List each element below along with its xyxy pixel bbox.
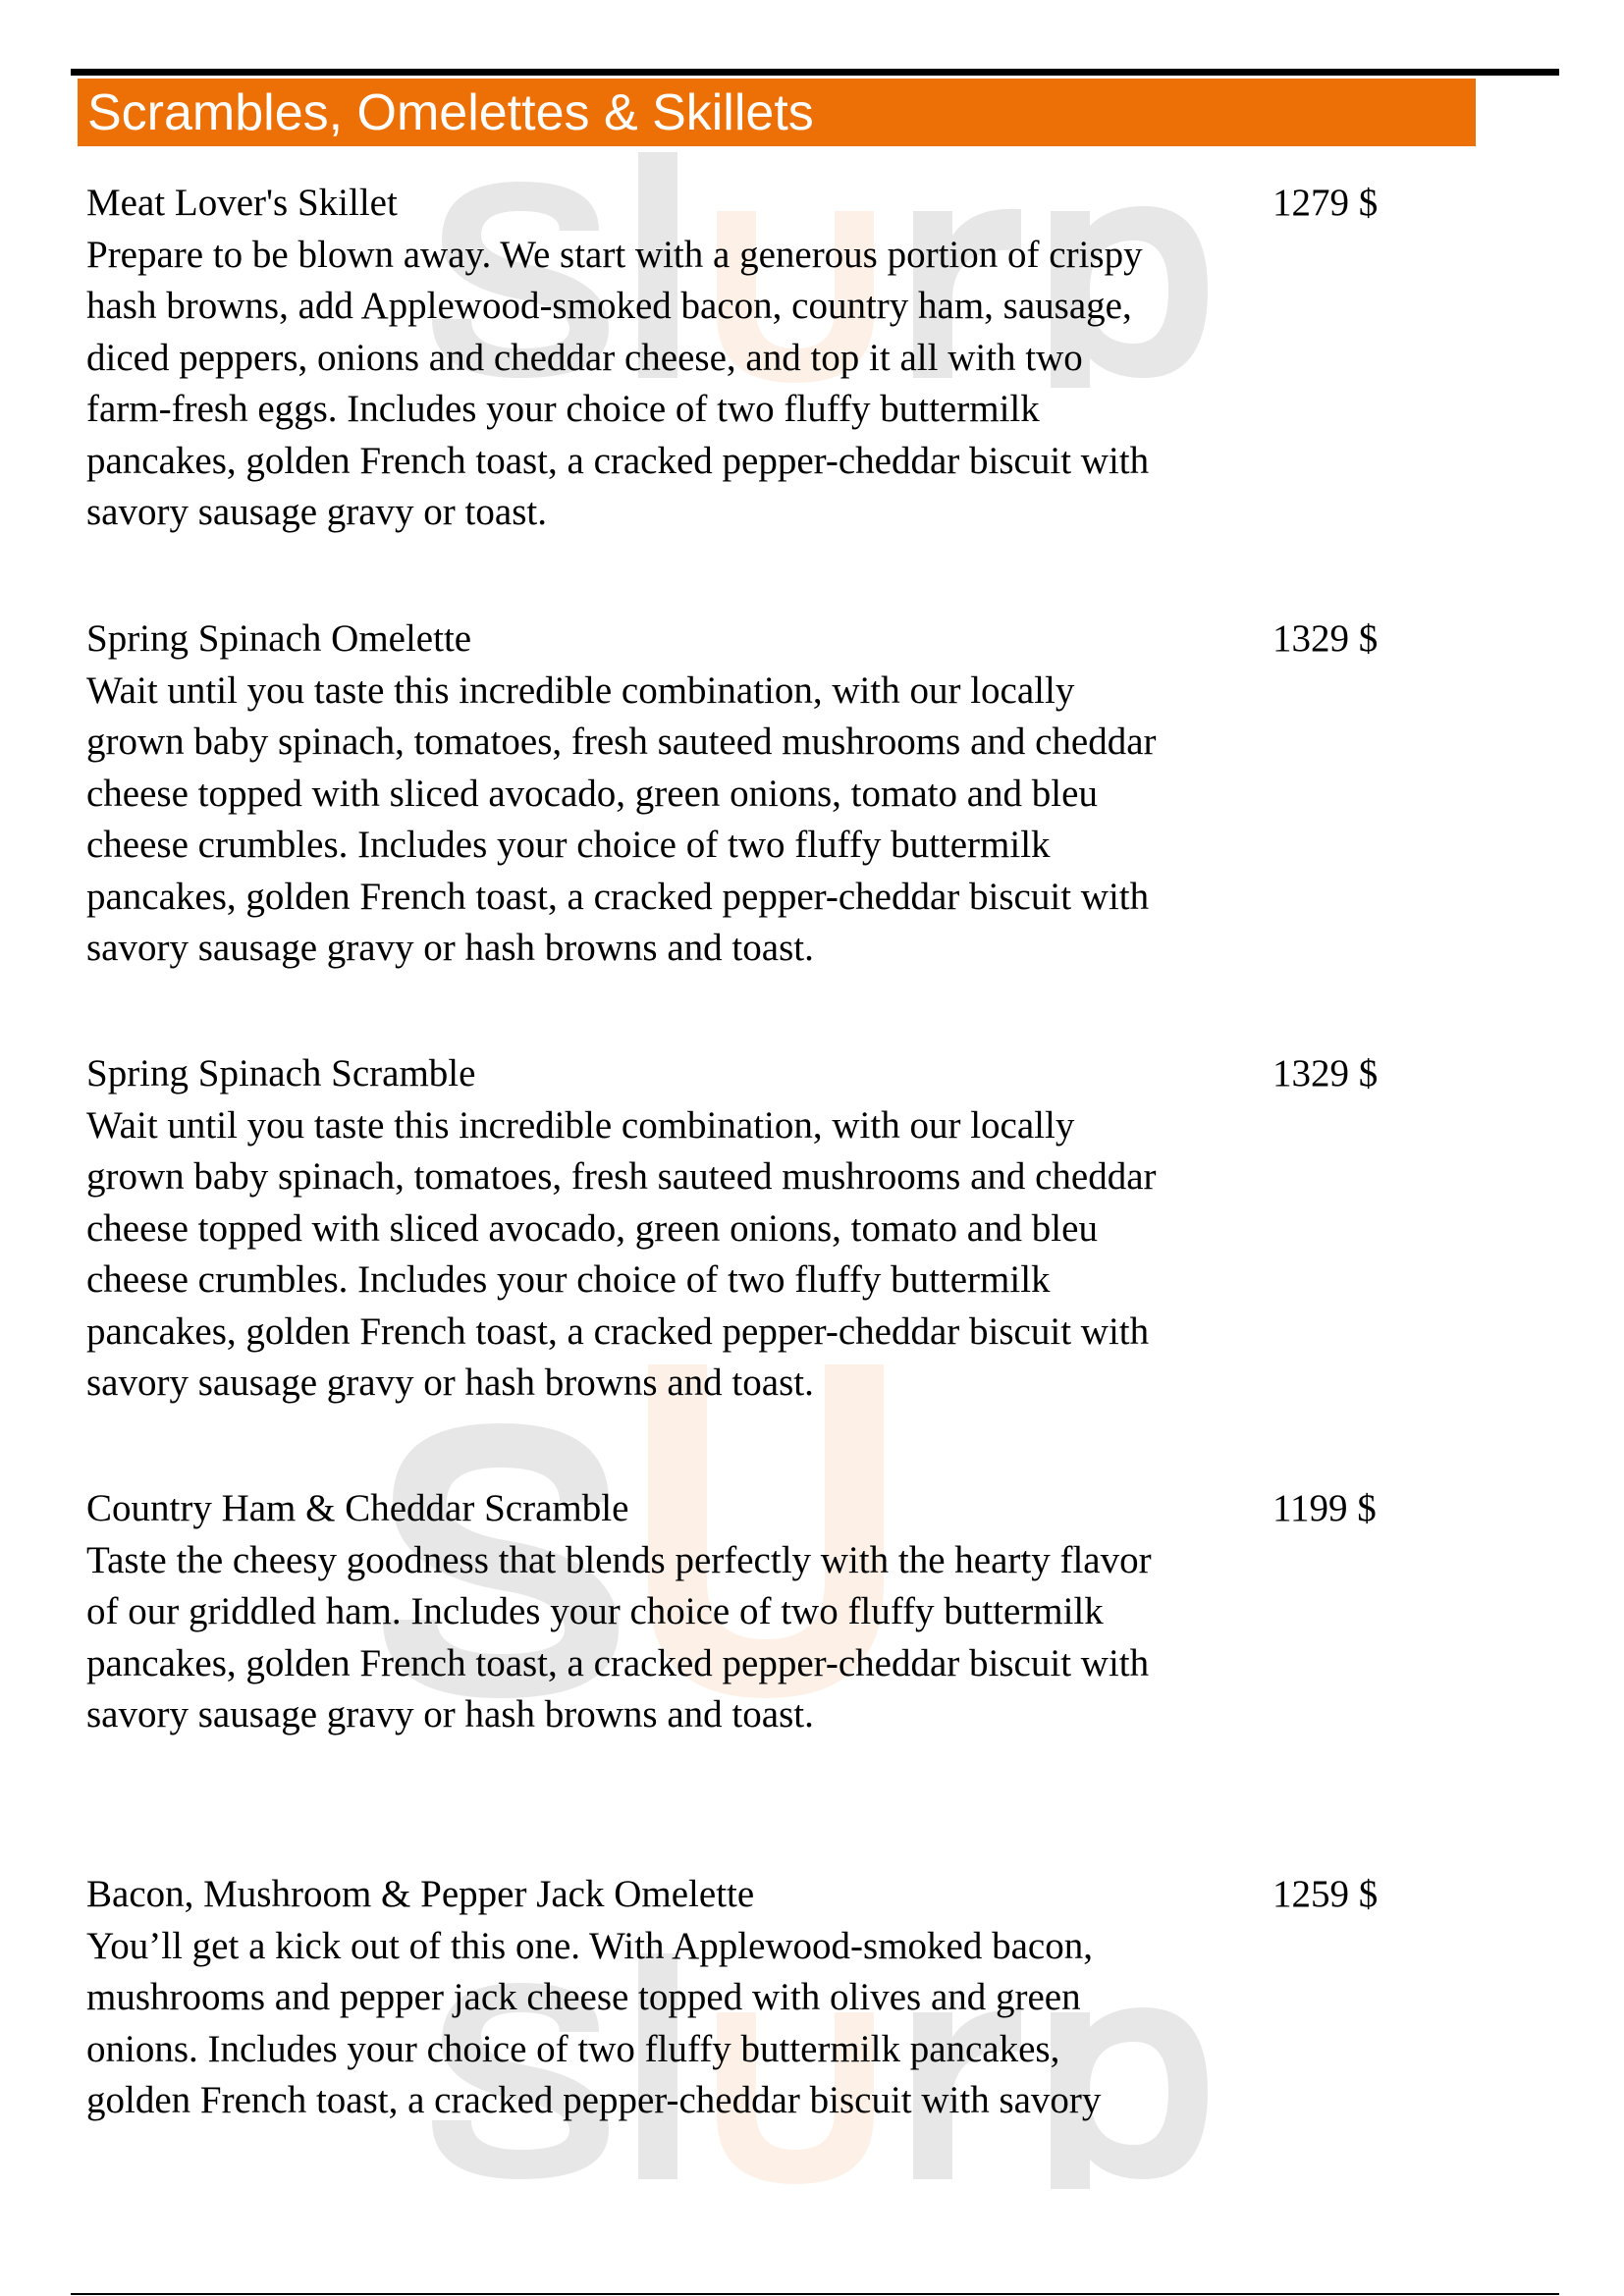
section-header [78,79,1476,146]
item-description [86,230,1149,539]
description-line: mushrooms and pepper jack cheese topped with olives and green [86,1976,1081,2018]
item-name: Bacon, Mushroom & Pepper Jack Omelette [86,1873,755,1915]
description-line: cheese topped with sliced avocado, green onions, tomato and bleu [86,1206,1098,1250]
item-price: 1279 $ [1272,182,1379,224]
description-line: pancakes, golden French toast, a cracked pepper-cheddar biscuit with [86,439,1150,482]
description-line: farm-fresh eggs. Includes your choice of two fluffy buttermilk [86,388,1040,430]
description-line: Wait until you taste this incredible combination, with our locally [86,1103,1075,1147]
description-line: golden French toast, a cracked pepper-cheddar biscuit with savory [86,2079,1102,2121]
item-price: 1259 $ [1272,1873,1379,1915]
description-line: hash browns, add Applewood-smoked bacon, country ham, sausage, [86,285,1132,327]
description-line: onions. Includes your choice of two fluffy buttermilk pancakes, [86,2027,1060,2070]
item-description [86,666,1157,975]
description-line: savory sausage gravy or hash browns and toast. [86,1362,814,1404]
item-name: Spring Spinach Scramble [86,1052,476,1095]
description-line: pancakes, golden French toast, a cracked pepper-cheddar biscuit with [86,1309,1150,1353]
bottom-rule [71,2293,1559,2295]
item-name: Country Ham & Cheddar Scramble [86,1487,629,1529]
item-price: 1199 $ [1272,1487,1377,1529]
item-price: 1329 $ [1272,617,1379,660]
description-line: Taste the cheesy goodness that blends perfectly with the hearty flavor [86,1538,1152,1581]
item-price: 1329 $ [1272,1052,1379,1095]
description-line: savory sausage gravy or hash browns and toast. [86,1693,814,1735]
description-line: cheese crumbles. Includes your choice of two fluffy buttermilk [86,1258,1051,1301]
description-line: Wait until you taste this incredible combination, with our locally [86,668,1075,712]
description-line: You’ll get a kick out of this one. With Applewood-smoked bacon, [86,1924,1093,1967]
description-line: pancakes, golden French toast, a cracked pepper-cheddar biscuit with [86,875,1150,918]
description-line: savory sausage gravy or toast. [86,491,547,533]
description-line: grown baby spinach, tomatoes, fresh sauteed mushrooms and cheddar [86,721,1157,763]
description-line: grown baby spinach, tomatoes, fresh sauteed mushrooms and cheddar [86,1155,1157,1198]
item-description [86,1921,1101,2127]
item-name: Meat Lover's Skillet [86,182,398,224]
item-name: Spring Spinach Omelette [86,617,472,660]
description-line: cheese crumbles. Includes your choice of two fluffy buttermilk [86,824,1051,866]
description-line: savory sausage gravy or hash browns and toast. [86,927,814,969]
item-description [86,1100,1157,1410]
top-rule [71,69,1559,76]
description-line: cheese topped with sliced avocado, green onions, tomato and bleu [86,772,1098,815]
description-line: of our griddled ham. Includes your choice of two fluffy buttermilk [86,1590,1104,1632]
description-line: pancakes, golden French toast, a cracked pepper-cheddar biscuit with [86,1641,1150,1684]
description-line: diced peppers, onions and cheddar cheese, and top it all with two [86,336,1083,379]
description-line: Prepare to be blown away. We start with a generous portion of crispy [86,233,1143,276]
item-description [86,1535,1152,1741]
section-title: Scrambles, Omelettes & Skillets [87,84,814,141]
